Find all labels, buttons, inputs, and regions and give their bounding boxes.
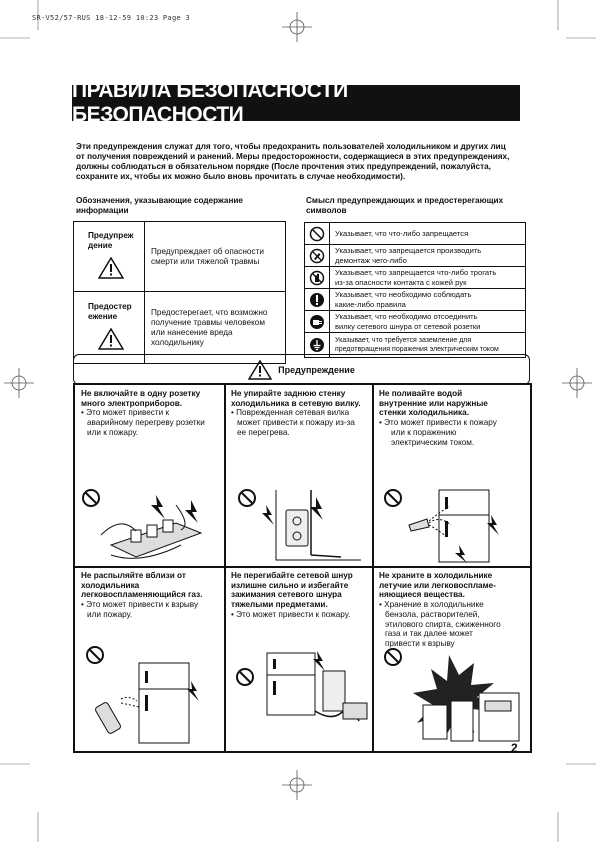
warning-desc-cell: Предупреждает об опасности смерти или тяжелой травмы [145,222,286,292]
warning-cell-outlets: Не включайте в одну розетку много электроприборов. • Это может привести к аварийному перегреву розетки или к пожару. [74,384,226,568]
caution-label-cell: Предостер ежение [74,292,145,364]
cell-body: • Хранение в холодильнике бензола, растворителей, этилового спирта, сжиженного газа и так далее может привести к взрыву [379,600,501,648]
no-touch-icon [305,267,330,288]
caution-triangle-icon [98,328,124,350]
warning-label-cell: Предупреж дение [74,222,145,292]
print-header: SR-V52/57-RUS 18-12-59 10:23 Page 3 [32,14,191,22]
intro-line: от получения повреждений и ранений. Меры предосторожности, содержащиеся в этих предупреждениях, [76,152,510,161]
symbol-row: Указывает, что запрещается производить демонтаж чего-либо [305,245,525,267]
warning-triangle-icon [248,360,272,380]
symbol-row: Указывает, что требуется заземление для предотвращения поражения электрическим током [305,333,525,357]
intro-line: должны соблюдаться в обязательном порядке (После прочтения этих предупреждений, пожалуйста, [76,162,491,171]
intro-paragraph [76,142,524,182]
warning-cell-gas: Не распыляйте вблизи от холодильника легковоспламеняющийся газ. • Это может привести к взрыву или пожару. [74,566,226,752]
cell-body: • Это может привести к аварийному перегреву розетки или к пожару. [81,408,205,437]
intro-line: сохраните их, чтобы их можно было вновь прочитать в случае необходимости). [76,172,406,181]
mandatory-icon [305,289,330,310]
symbol-row: Указывает, что необходимо отсоединить вилку сетевого шнура от сетевой розетки [305,311,525,333]
warning-section-title: Предупреждение [278,364,355,375]
page-number: 2 [511,741,518,755]
overloaded-outlet-illustration [81,485,221,565]
unplug-icon [305,311,330,332]
water-on-fridge-illustration [379,485,527,565]
symbol-row: Указывает, что что-либо запрещается [305,223,525,245]
cell-body: • Это может привести к пожару или к поражению электрическим током. [379,418,497,447]
symbols-table [304,222,526,358]
legend-heading: Обозначения, указывающие содержание информации [76,196,243,215]
symbol-row: Указывает, что запрещается что-либо трогать из-за опасности контакта с кожей рук [305,267,525,289]
gas-spray-illustration [81,641,221,749]
intro-line: Эти предупреждения служат для того, чтобы предохранить пользователей холодильником и других лиц [76,142,506,151]
warning-cell-cord: Не перегибайте сетевой шнур излишне сильно и избегайте зажимания сетевого шнура тяжелыми предметами. • Это может привести к пожару. [224,566,374,752]
warning-cell-flammable: Не храните в холодильнике летучие или легковоспламе- няющиеся вещества. • Хранение в холодильнике бензола, растворителей, этилового спирта, сжиженного газа и так далее может привести к взрыву [372,566,531,752]
caution-desc-cell: Предостерегает, что возможно получение травмы человеком или нанесение вреда холодильнику [145,292,286,364]
warning-cell-plug: Не упирайте заднюю стенку холодильника в сетевую вилку. • Поврежденная сетевая вилка может привести к пожару из-за ее перегрева. [224,384,374,568]
warnings-grid [73,383,532,753]
legend-table [73,221,286,364]
prohibited-icon [305,223,330,244]
no-disassembly-icon [305,245,330,266]
flammable-storage-illustration [379,645,527,749]
legend-row-warning [74,222,286,292]
warning-cell-water: Не поливайте водой внутренние или наружные стенки холодильника. • Это может привести к пожару или к поражению электрическим током. [372,384,531,568]
symbol-row: Указывает, что необходимо соблюдать какие-либо правила [305,289,525,311]
warning-triangle-icon [98,257,124,279]
page-title: ПРАВИЛА БЕЗОПАСНОСТИ БЕЗОПАСНОСТИ [72,85,520,121]
cell-body: • Поврежденная сетевая вилка может привести к пожару из-за ее перегрева. [231,408,355,437]
symbols-heading: Смысл предупреждающих и предостерегающих символов [306,196,504,215]
cell-body: • Это может привести к взрыву или пожару. [81,600,199,619]
pinched-cord-illustration [231,641,371,749]
cell-body: • Это может привести к пожару. [231,609,351,619]
warning-section-header [73,354,530,385]
legend-row-caution [74,292,286,364]
plug-behind-fridge-illustration [231,485,371,565]
